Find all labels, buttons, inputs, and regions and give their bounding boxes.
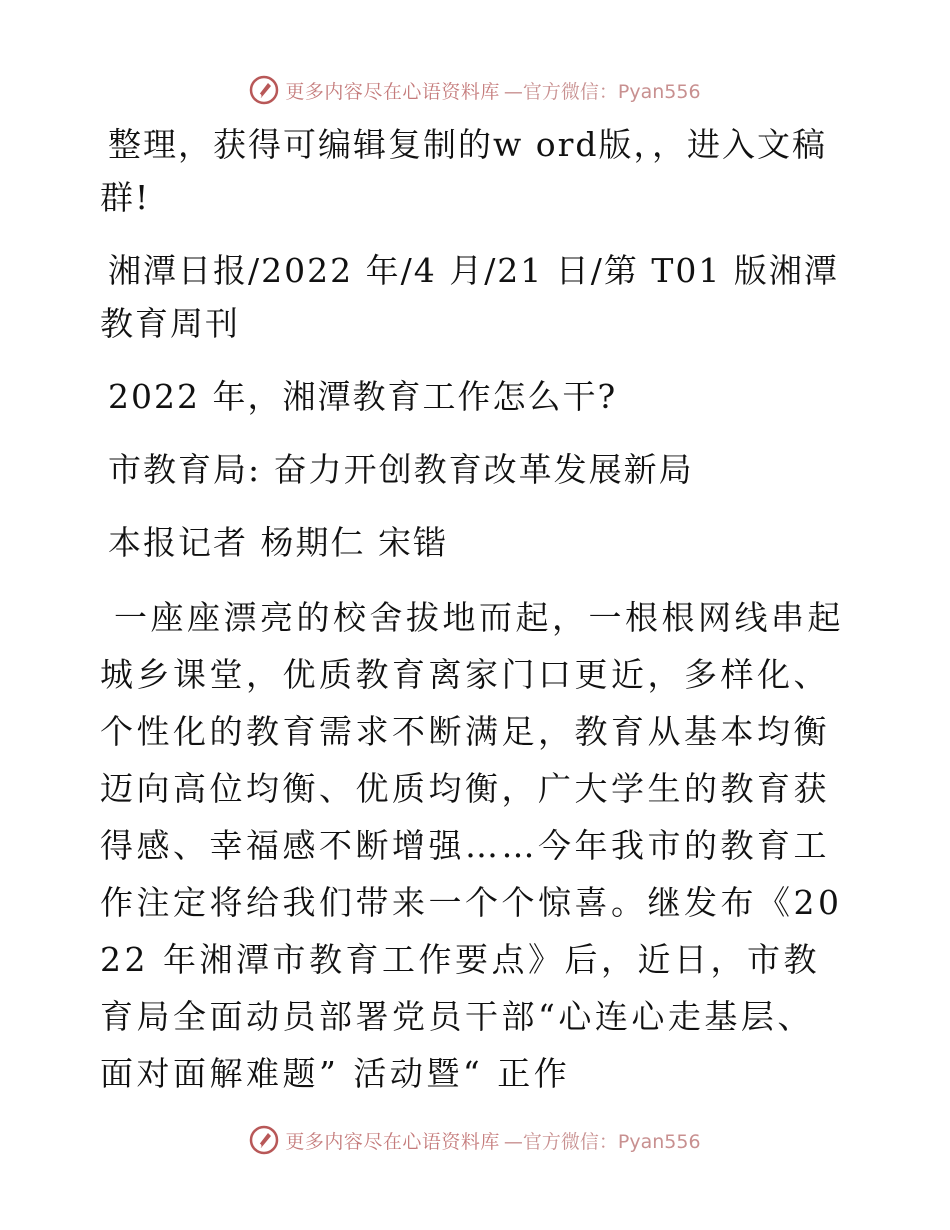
watermark-sub-text: —官方微信：Pyan556	[503, 80, 701, 103]
watermark-main-text: 更多内容尽在心语资料库	[285, 80, 500, 103]
byline: 本报记者 杨期仁 宋锴	[108, 523, 448, 562]
pen-seal-icon	[249, 75, 279, 105]
article-subheadline: 市教育局: 奋力开创教育改革发展新局	[108, 450, 694, 489]
footer-watermark	[0, 1120, 950, 1160]
source-line: 湘潭日报/2022 年/4 月/21 日/第 T01 版湘潭教育周刊	[100, 251, 839, 343]
article-headline: 2022 年，湘潭教育工作怎么干?	[108, 377, 618, 416]
body-paragraph: 一座座漂亮的校舍拔地而起，一根根网线串起城乡课堂，优质教育离家门口更近，多样化、个性化的教育需求不断满足，教育从基本均衡迈向高位均衡、优质均衡，广大学生的教育获得感、幸福感不断增强……今年我市的教育工作注定将给我们带来一个个惊喜。继发布《2022 年湘潭市教育工作要点》后，近日，市教育局全面动员部署党员干部“心连心走基层、面对面解难题” 活动暨“ 正作	[100, 598, 844, 1093]
header-watermark	[0, 70, 950, 110]
document-body	[100, 118, 850, 1122]
intro-paragraph: 整理，获得可编辑复制的w ord版，，进入文稿群!	[100, 125, 828, 217]
watermark-sub-text: —官方微信：Pyan556	[503, 1130, 701, 1153]
watermark-main-text: 更多内容尽在心语资料库	[285, 1130, 500, 1153]
pen-seal-icon	[249, 1125, 279, 1155]
